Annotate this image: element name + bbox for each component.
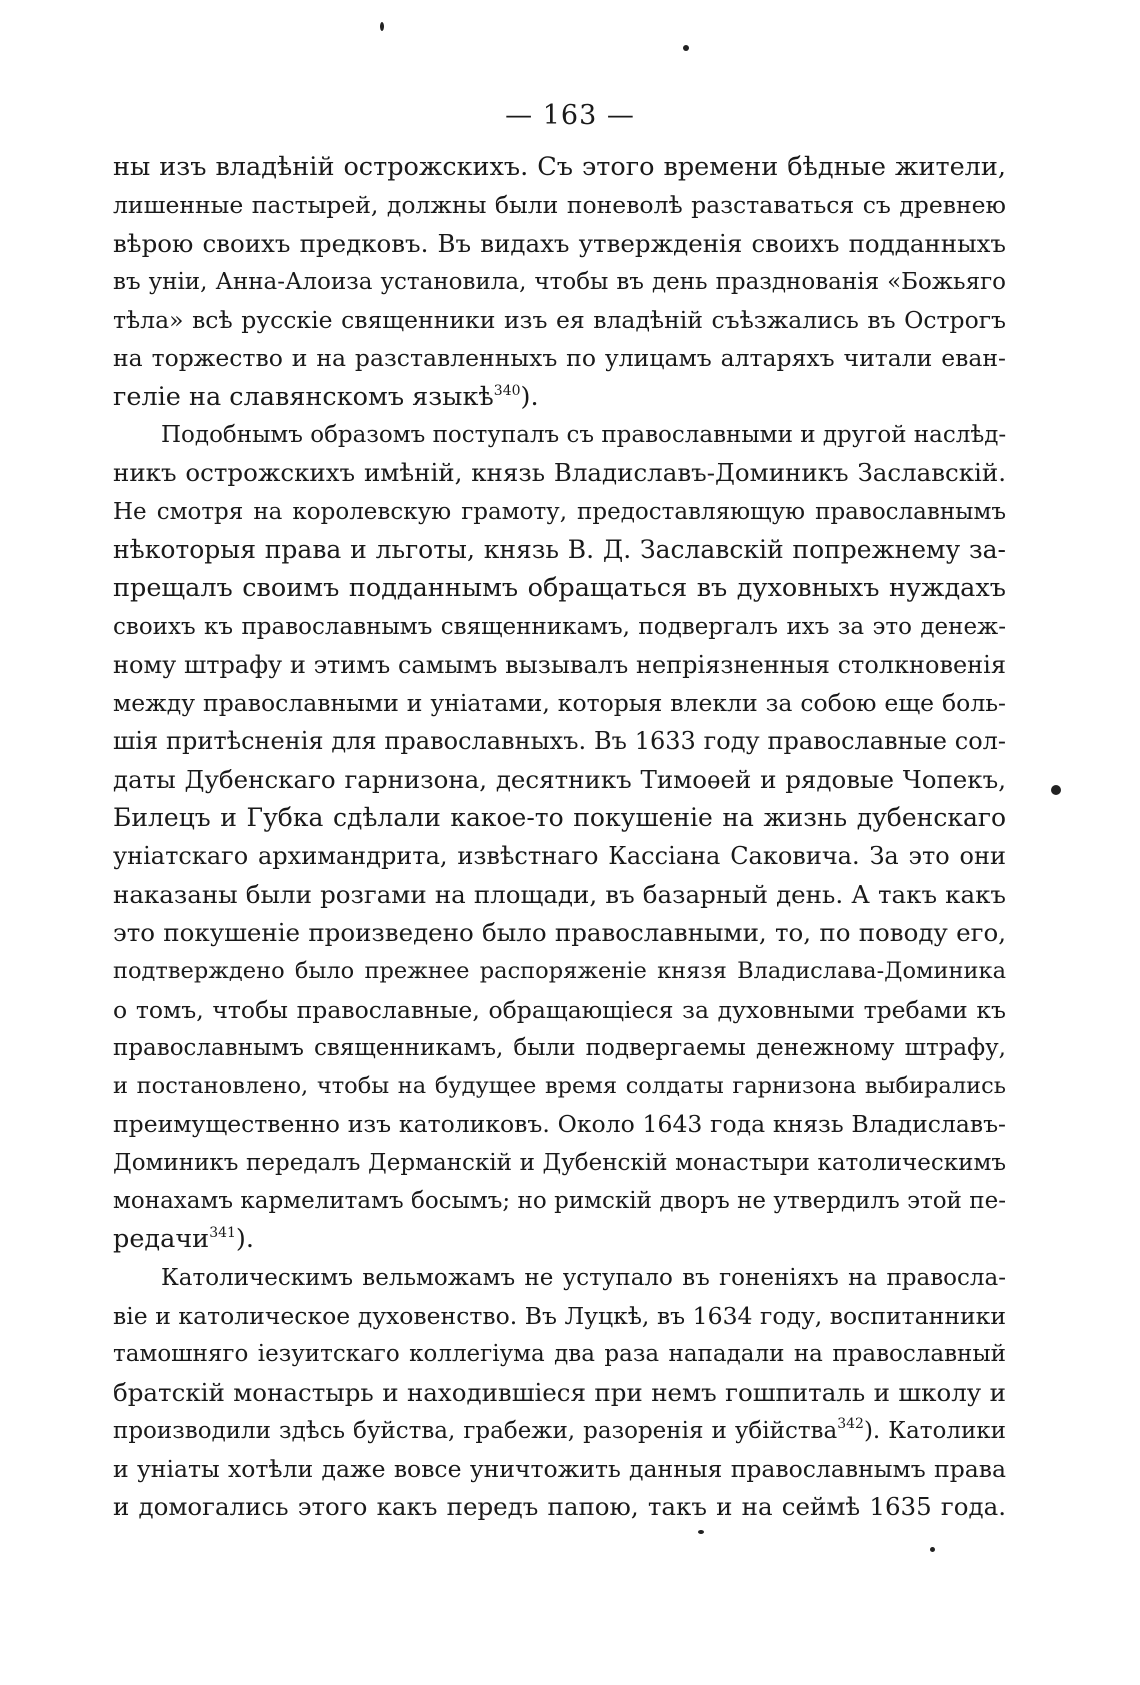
paragraph xyxy=(113,416,1006,1259)
text-line xyxy=(113,608,1006,646)
text-line xyxy=(113,1488,1006,1526)
line-text: ному штрафу и этимъ самымъ вызывалъ непріязненныя столкновенія xyxy=(113,650,1006,679)
text-line xyxy=(113,531,1006,569)
line-text: даты Дубенскаго гарнизона, десятникъ Тимоѳей и рядовые Чопекъ, xyxy=(113,764,1006,794)
text-line xyxy=(113,1067,1006,1105)
line-text: между православными и уніатами, которыя влекли за собою еще боль- xyxy=(113,689,1006,718)
line-text: и домогались этого какъ передъ папою, такъ и на сеймѣ 1635 года. xyxy=(113,1492,1006,1522)
line-text: шія притѣсненія для православныхъ. Въ 1633 году православные сол- xyxy=(113,727,1006,756)
line-text: и уніаты хотѣли даже вовсе уничтожить данныя православнымъ права xyxy=(113,1455,1006,1484)
page-number: — 163 — xyxy=(505,100,635,131)
line-text: о томъ, чтобы православные, обращающіеся за духовными требами къ xyxy=(113,995,1006,1024)
body-text xyxy=(113,148,1006,1527)
text-line xyxy=(113,569,1006,607)
line-text: подтверждено было прежнее распоряженіе князя Владислава-Доминика xyxy=(113,958,1006,985)
text-line xyxy=(113,761,1006,799)
line-text: тѣла» всѣ русскіе священники изъ ея владѣній съѣзжались въ Острогъ xyxy=(113,306,1006,335)
text-line xyxy=(113,378,1006,416)
line-text: своихъ къ православнымъ священникамъ, подвергалъ ихъ за это денеж- xyxy=(113,613,1006,640)
text-line xyxy=(113,837,1006,875)
text-line xyxy=(113,1144,1006,1182)
line-text: геліе на славянскомъ языкѣ xyxy=(113,381,494,412)
text-line xyxy=(113,799,1006,837)
line-text: Не смотря на королевскую грамоту, предоставляющую православнымъ xyxy=(113,498,1006,525)
text-line xyxy=(113,722,1006,760)
text-line xyxy=(113,1182,1006,1220)
line-text: ны изъ владѣній острожскихъ. Съ этого времени бѣдные жители, xyxy=(113,152,1006,182)
line-text: лишенные пастырей, должны были поневолѣ разставаться съ древнею xyxy=(113,191,1006,220)
text-line xyxy=(113,876,1006,914)
line-text: уніатскаго архимандрита, извѣстнаго Кассіана Саковича. За это они xyxy=(113,842,1006,871)
scan-speck xyxy=(380,22,384,31)
line-text-tail: ). xyxy=(235,1224,254,1255)
text-line xyxy=(113,914,1006,952)
text-line xyxy=(113,1105,1006,1143)
line-text-tail: ). xyxy=(520,381,539,412)
text-line xyxy=(113,1412,1006,1450)
line-text: наказаны были розгами на площади, въ базарный день. А такъ какъ xyxy=(113,879,1006,909)
line-text: тамошняго іезуитскаго коллегіума два раза нападали на православный xyxy=(113,1341,1006,1368)
paragraph xyxy=(113,148,1006,416)
footnote-ref: 340 xyxy=(493,382,521,399)
line-text: вѣрою своихъ предковъ. Въ видахъ утвержденія своихъ подданныхъ xyxy=(113,228,1006,258)
text-line xyxy=(113,1374,1006,1412)
paragraph xyxy=(113,1259,1006,1527)
line-text: никъ острожскихъ имѣній, князь Владиславъ-Доминикъ Заславскій. xyxy=(113,458,1006,488)
line-text-tail: ). Католики xyxy=(863,1417,1006,1444)
text-line xyxy=(113,263,1006,301)
scan-speck xyxy=(683,45,689,51)
text-line xyxy=(113,991,1006,1029)
footnote-ref: 342 xyxy=(837,1415,864,1432)
footnote-ref: 341 xyxy=(209,1225,236,1242)
line-text: Католическимъ вельможамъ не уступало въ гоненіяхъ на правосла- xyxy=(161,1264,1006,1291)
line-text: преимущественно изъ католиковъ. Около 1643 года князь Владиславъ- xyxy=(113,1110,1006,1139)
line-text: нѣкоторыя права и льготы, князь В. Д. Заславскій попрежнему за- xyxy=(113,534,1006,564)
scan-speck xyxy=(698,1530,704,1534)
line-text: Доминикъ передалъ Дерманскій и Дубенскій монастыри католическимъ xyxy=(113,1149,1006,1176)
text-line xyxy=(113,1220,1006,1258)
line-text: віе и католическое духовенство. Въ Луцкѣ, въ 1634 году, воспитанники xyxy=(113,1301,1006,1330)
line-text: на торжество и на разставленныхъ по улицамъ алтаряхъ читали еван- xyxy=(113,344,1006,373)
text-line xyxy=(113,148,1006,186)
text-line xyxy=(113,493,1006,531)
line-text: это покушеніе произведено было православными, то, по поводу его, xyxy=(113,917,1006,947)
text-line xyxy=(113,301,1006,339)
line-text: прещалъ своимъ подданнымъ обращаться въ духовныхъ нуждахъ xyxy=(113,573,1006,604)
line-text: Подобнымъ образомъ поступалъ съ православными и другой наслѣд- xyxy=(161,422,1007,449)
text-line xyxy=(113,1297,1006,1335)
line-text: монахамъ кармелитамъ босымъ; но римскій дворъ не утвердилъ этой пе- xyxy=(113,1188,1006,1215)
text-line xyxy=(113,952,1006,990)
line-text: Билецъ и Губка сдѣлали какое-то покушеніе на жизнь дубенскаго xyxy=(113,803,1006,833)
line-text: братскій монастырь и находившіеся при немъ гошпиталь и школу и xyxy=(113,1377,1006,1407)
text-line xyxy=(113,1335,1006,1373)
text-line xyxy=(113,454,1006,492)
text-line xyxy=(113,646,1006,684)
line-text: въ уніи, Анна-Алоиза установила, чтобы въ день празднованія «Божьяго xyxy=(113,268,1006,295)
text-line xyxy=(113,1259,1006,1297)
text-line xyxy=(113,1450,1006,1488)
text-line xyxy=(113,684,1006,722)
line-text: производили здѣсь буйства, грабежи, разоренія и убійства xyxy=(113,1417,838,1444)
text-line xyxy=(113,416,1006,454)
line-text: и постановлено, чтобы на будущее время солдаты гарнизона выбирались xyxy=(113,1073,1006,1100)
scan-speck xyxy=(1051,785,1061,795)
text-line xyxy=(113,186,1006,224)
text-line xyxy=(113,225,1006,263)
line-text: православнымъ священникамъ, были подвергаемы денежному штрафу, xyxy=(113,1034,1006,1061)
text-line xyxy=(113,1029,1006,1067)
text-line xyxy=(113,339,1006,377)
line-text: редачи xyxy=(113,1224,210,1255)
scan-speck xyxy=(930,1547,935,1552)
